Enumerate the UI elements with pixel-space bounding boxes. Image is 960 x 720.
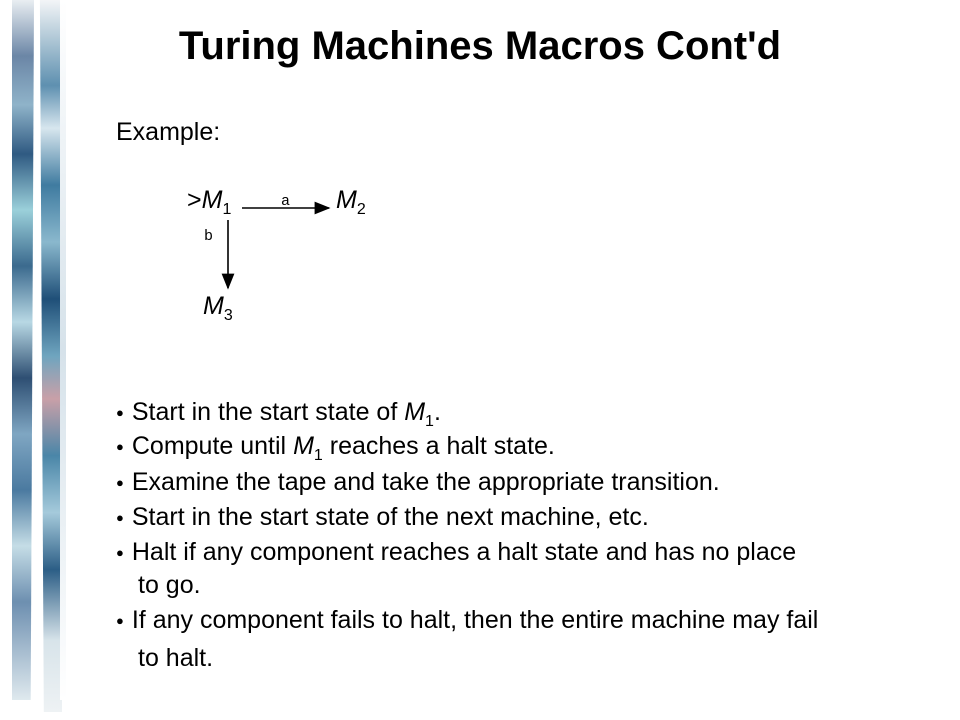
- start-marker: >: [187, 186, 202, 214]
- bullet-item: ● Compute until $M_1$ reaches a halt state.: [116, 432, 555, 464]
- bullet-dot-icon: ●: [116, 545, 124, 560]
- bullet-dot-icon: ●: [116, 439, 124, 454]
- bullet-dot-icon: ●: [116, 475, 124, 490]
- edge-label-b: b: [204, 228, 214, 245]
- machine-m2-letter: M: [336, 186, 357, 214]
- machine-m1-letter: M: [201, 186, 223, 214]
- bullet-dot-icon: ●: [116, 510, 124, 525]
- bullet-item: ● If any component fails to halt, then the entire machine may fail: [116, 606, 819, 634]
- machine-m3-index: 3: [223, 307, 233, 324]
- example-label: Example:: [116, 118, 221, 146]
- bullet-item: ● Examine the tape and take the appropriate transition.: [116, 468, 720, 496]
- slide-title: Turing Machines Macros Cont'd: [178, 24, 782, 68]
- bullet-continuation: to halt.: [138, 644, 214, 672]
- machine-m1-index: 1: [222, 201, 232, 218]
- bullet-dot-icon: ●: [116, 613, 124, 628]
- edge-label-a: a: [281, 193, 291, 210]
- bullet-item: ● Start in the start state of the next machine, etc.: [116, 503, 649, 531]
- machine-m3-letter: M: [203, 292, 224, 320]
- machine-m2-index: 2: [356, 201, 366, 218]
- bullet-item: ● Halt if any component reaches a halt state and has no place: [116, 538, 797, 566]
- bullet-item: ● Start in the start state of $M_1$.: [116, 398, 441, 430]
- bullet-continuation: to go.: [138, 571, 201, 599]
- bullet-dot-icon: ●: [116, 405, 124, 420]
